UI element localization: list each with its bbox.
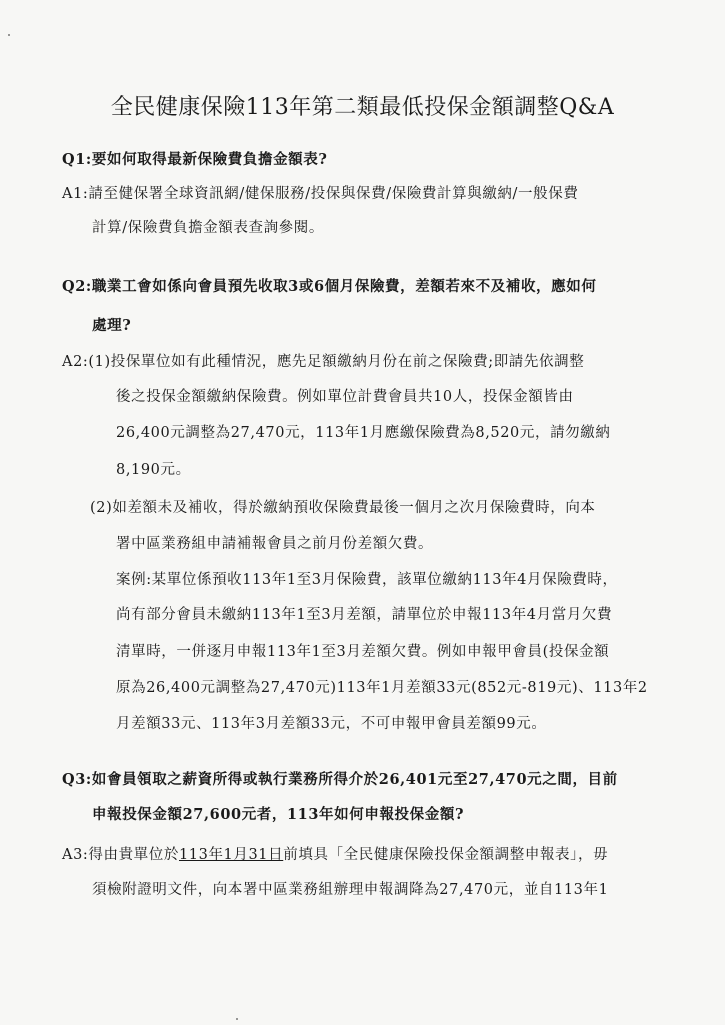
a2-line-6: 署中區業務組申請補報會員之前月份差額欠費。 xyxy=(116,536,434,552)
a2-line-2: 後之投保金額繳納保險費。例如單位計費會員共10人，投保金額皆由 xyxy=(116,389,574,405)
scan-speck xyxy=(8,34,10,36)
a3-line-1-prefix: A3:得由貴單位於 xyxy=(62,847,179,863)
a2-line-10: 原為26,400元調整為27,470元)113年1月差額33元(852元-819元)、113年2 xyxy=(116,680,648,696)
a2-line-1: A2:(1)投保單位如有此種情況，應先足額繳納月份在前之保險費;即請先依調整 xyxy=(62,354,585,370)
a3-line-1 xyxy=(62,843,608,864)
a1-line-2: 計算/保險費負擔金額表查詢參閱。 xyxy=(92,220,324,236)
a3-line-1-suffix: 前填具「全民健康保險投保金額調整申報表」，毋 xyxy=(283,847,609,863)
a3-line-2: 須檢附證明文件，向本署中區業務組辦理申報調降為27,470元，並自113年1 xyxy=(92,882,609,898)
q1-line-1: Q1:要如何取得最新保險費負擔金額表? xyxy=(62,151,328,168)
q3-line-2: 申報投保金額27,600元者，113年如何申報投保金額? xyxy=(92,806,465,823)
a2-line-3: 26,400元調整為27,470元，113年1月應繳保險費為8,520元，請勿繳納 xyxy=(116,425,611,441)
q3-line-1: Q3:如會員領取之薪資所得或執行業務所得介於26,401元至27,470元之間，目前 xyxy=(62,771,618,788)
a3-deadline-date: 113年1月31日 xyxy=(178,847,284,863)
a1-line-1: A1:請至健保署全球資訊網/健保服務/投保與保費/保險費計算與繳納/一般保費 xyxy=(62,186,579,202)
document-title: 全民健康保險113年第二類最低投保金額調整Q&A xyxy=(110,95,615,120)
a2-line-11: 月差額33元、113年3月差額33元，不可申報甲會員差額99元。 xyxy=(116,716,547,732)
q2-line-1: Q2:職業工會如係向會員預先收取3或6個月保險費，差額若來不及補收，應如何 xyxy=(62,278,597,295)
a2-line-7: 案例:某單位係預收113年1至3月保險費，該單位繳納113年4月保險費時， xyxy=(116,572,618,588)
q2-line-2: 處理? xyxy=(92,317,132,334)
a2-line-8: 尚有部分會員未繳納113年1至3月差額，請單位於申報113年4月當月欠費 xyxy=(116,607,613,623)
a2-line-4: 8,190元。 xyxy=(116,462,191,478)
scan-speck xyxy=(236,1018,238,1020)
a2-line-9: 清單時，一併逐月申報113年1至3月差額欠費。例如申報甲會員(投保金額 xyxy=(116,644,610,660)
a2-line-5: (2)如差額未及補收，得於繳納預收保險費最後一個月之次月保險費時，向本 xyxy=(90,500,596,516)
